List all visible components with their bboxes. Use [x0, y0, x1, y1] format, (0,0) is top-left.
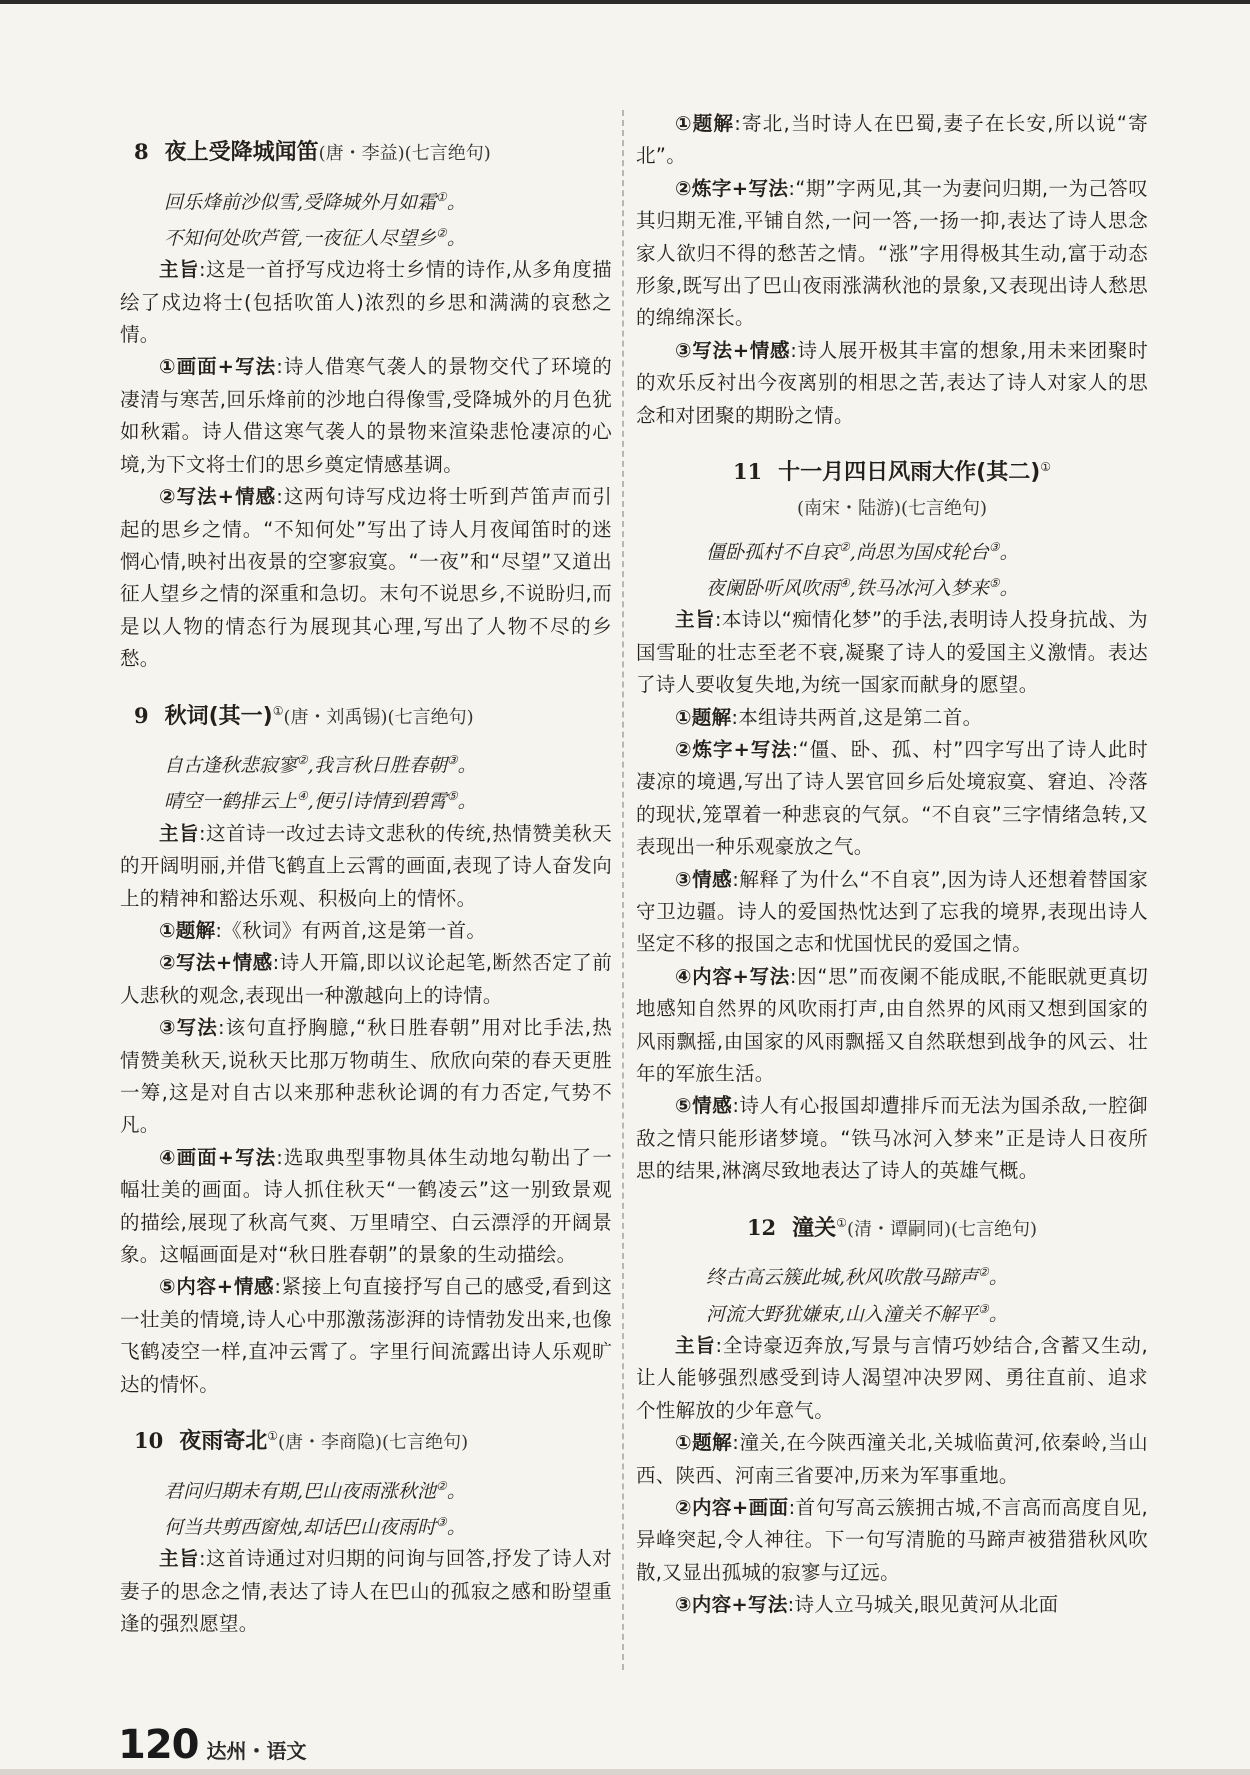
poem-12-title: 12 潼关①(清・谭嗣同)(七言绝句) — [746, 1214, 1038, 1241]
poem-line: 君问归期未有期,巴山夜雨涨秋池②。 — [164, 1478, 466, 1503]
annotation: ①画面+写法:诗人借寒气袭人的景物交代了环境的凄清与寒苦,回乐烽前的沙地白得像雪,受降城外的月色犹如秋霜。诗人借这寒气袭人的景物来渲染悲怆凄凉的心境,为下文将士们的思乡奠定情感基调。 — [120, 355, 612, 476]
poem-number: 9 — [134, 702, 149, 728]
poem-name: 夜上受降城闻笛 — [164, 140, 319, 165]
column-divider — [622, 110, 624, 1670]
annotation: ⑤情感:诗人有心报国却遭排斥而无法为国杀敌,一腔御敌之情只能形诸梦境。“铁马冰河入梦来”正是诗人日夜所思的结果,淋漓尽致地表达了诗人的英雄气概。 — [636, 1094, 1148, 1183]
annotation: ③情感:解释了为什么“不自哀”,因为诗人还想着替国家守卫边疆。诗人的爱国热忱达到了忘我的境界,表现出诗人坚定不移的报国之志和忧国忧民的爱国之情。 — [636, 867, 1148, 956]
poem-name: 潼关 — [792, 1215, 837, 1241]
poem-number: 12 — [746, 1214, 777, 1240]
poem-line: 终古高云簇此城,秋风吹散马蹄声②。 — [706, 1265, 1008, 1289]
poem-line: 不知何处吹芦管,一夜征人尽望乡②。 — [164, 225, 466, 250]
annotation: 主旨:全诗豪迈奔放,写景与言情巧妙结合,含蓄又生动,让人能够强烈感受到诗人渴望冲决罗网、勇往直前、追求个性解放的少年意气。 — [636, 1333, 1148, 1422]
poem-name: 十一月四日风雨大作(其二) — [778, 460, 1041, 486]
poem-number: 8 — [134, 139, 149, 164]
annotation: ④内容+写法:因“思”而夜阑不能成眠,不能眠就更真切地感知自然界的风吹雨打声,由自然界的风雨又想到国家的风雨飘摇,由国家的风雨飘摇又自然联想到战争的风云、壮年的军旅生活。 — [636, 964, 1148, 1085]
top-rule — [0, 0, 1250, 4]
poem-meta: (唐・李益)(七言绝句) — [318, 143, 491, 164]
poem-meta: (唐・刘禹锡)(七言绝句) — [283, 706, 474, 728]
book-tag: 达州・语文 — [206, 1739, 307, 1763]
poem-meta: (唐・李商隐)(七言绝句) — [278, 1432, 469, 1454]
poem-line: 晴空一鹤排云上④,便引诗情到碧霄⑤。 — [164, 789, 477, 813]
annotation: ①题解:寄北,当时诗人在巴蜀,妻子在长安,所以说“寄北”。 — [636, 112, 1148, 168]
annotation: ①题解:潼关,在今陕西潼关北,关城临黄河,依秦岭,当山西、陕西、河南三省要冲,历来为军事重地。 — [636, 1431, 1148, 1487]
annotation: 主旨:本诗以“痴情化梦”的手法,表明诗人投身抗战、为国雪耻的壮志至老不衰,凝聚了诗人的爱国主义激情。表达了诗人要收复失地,为统一国家而献身的愿望。 — [636, 608, 1148, 697]
page-number: 120 — [118, 1722, 199, 1768]
annotation: 主旨:这首诗一改过去诗文悲秋的传统,热情赞美秋天的开阔明丽,并借飞鹤直上云霄的画面,表现了诗人奋发向上的精神和豁达乐观、积极向上的情怀。 — [120, 821, 612, 910]
annotation: ②内容+画面:首句写高云簇拥古城,不言高而高度自见,异峰突起,令人神往。下一句写清脆的马蹄声被猎猎秋风吹散,又显出孤城的寂寥与辽远。 — [636, 1495, 1149, 1584]
poem-meta: (南宋・陆游)(七言绝句) — [796, 497, 988, 519]
annotation: ②写法+情感:这两句诗写戍边将士听到芦笛声而引起的思乡之情。“不知何处”写出了诗人月夜闻笛时的迷惘心情,映衬出夜景的空寥寂寞。“一夜”和“尽望”又道出征人望乡之情的深重和急切。末句不说思乡,不说盼归,而是以人物的情态行为展现其心理,写出了人物不尽的乡愁。 — [120, 485, 612, 671]
annotation: ②炼字+写法:“僵、卧、孤、村”四字写出了诗人此时凄凉的境遇,写出了诗人罢官回乡后处境寂寞、窘迫、冷落的现状,笼罩着一种悲哀的气氛。“不自哀”三字情绪急转,又表现出一种乐观豪放之气。 — [636, 737, 1148, 859]
poem-name: 秋词(其一) — [164, 703, 273, 729]
poem-line: 何当共剪西窗烛,却话巴山夜雨时③。 — [164, 1515, 466, 1539]
annotation: ⑤内容+情感:紧接上句直接抒写自己的感受,看到这一壮美的情境,诗人心中那激荡澎湃的诗情勃发出来,也像飞鹤凌空一样,直冲云霄了。字里行间流露出诗人乐观旷达的情怀。 — [120, 1275, 612, 1396]
annotation: 主旨:这是一首抒写戍边将士乡情的诗作,从多角度描绘了戍边将士(包括吹笛人)浓烈的乡思和满满的哀愁之情。 — [120, 258, 612, 347]
annotation: 主旨:这首诗通过对归期的问询与回答,抒发了诗人对妻子的思念之情,表达了诗人在巴山的孤寂之感和盼望重逢的强烈愿望。 — [120, 1547, 612, 1636]
annotation: ③内容+写法:诗人立马城关,眼见黄河从北面 — [675, 1593, 1059, 1617]
poem-line: 河流大野犹嫌束,山入潼关不解平③。 — [706, 1301, 1008, 1325]
poem-line: 夜阑卧听风吹雨④,铁马冰河入梦来⑤。 — [706, 575, 1019, 600]
left-column — [120, 108, 612, 1641]
poem-11-title: 11 十一月四日风雨大作(其二)① — [732, 459, 1052, 486]
poem-line: 僵卧孤村不自哀②,尚思为国戍轮台③。 — [706, 539, 1019, 563]
poem-line: 回乐烽前沙似雪,受降城外月如霜①。 — [164, 189, 466, 213]
poem-name: 夜雨寄北 — [179, 1429, 268, 1455]
annotation: ①题解:本组诗共两首,这是第二首。 — [675, 705, 983, 729]
poem-line: 自古逢秋悲寂寥②,我言秋日胜春朝③。 — [164, 753, 477, 777]
annotation: ②写法+情感:诗人开篇,即以议论起笔,断然否定了前人悲秋的观念,表现出一种激越向上的诗情。 — [120, 951, 612, 1007]
annotation: ③写法:该句直抒胸臆,“秋日胜春朝”用对比手法,热情赞美秋天,说秋天比那万物萌生、欣欣向荣的春天更胜一筹,这是对自古以来那种悲秋论调的有力否定,气势不凡。 — [120, 1016, 612, 1137]
annotation: ④画面+写法:选取典型事物具体生动地勾勒出了一幅壮美的画面。诗人抓住秋天“一鹤凌云”这一别致景观的描绘,展现了秋高气爽、万里晴空、白云漂浮的开阔景象。这幅画面是对“秋日胜春朝”的景象的生动描绘。 — [120, 1145, 612, 1267]
page-footer — [118, 1722, 307, 1768]
poem-10-title: 10 夜雨寄北①(唐・李商隐)(七言绝句) — [134, 1428, 469, 1455]
poem-number: 10 — [134, 1428, 164, 1454]
poem-9-title: 9 秋词(其一)①(唐・刘禹锡)(七言绝句) — [134, 702, 474, 729]
bottom-rule — [0, 1769, 1250, 1775]
annotation: ②炼字+写法:“期”字两见,其一为妻问归期,一为己答叹其归期无准,平铺自然,一问一答,一扬一抑,表达了诗人思念家人欲归不得的愁苦之情。“涨”字用得极其生动,富于动态形象,既写出了巴山夜雨涨满秋池的景象,又表现出诗人愁思的绵绵深长。 — [636, 176, 1148, 330]
annotation: ①题解:《秋词》有两首,这是第一首。 — [159, 919, 487, 942]
poem-number: 11 — [732, 459, 763, 485]
poem-8-title — [134, 138, 612, 168]
annotation: ③写法+情感:诗人展开极其丰富的想象,用未来团聚时的欢乐反衬出今夜离别的相思之苦,表达了诗人对家人的思念和对团聚的期盼之情。 — [636, 338, 1148, 427]
poem-meta: (清・谭嗣同)(七言绝句) — [846, 1218, 1038, 1240]
right-column — [636, 108, 1148, 1622]
